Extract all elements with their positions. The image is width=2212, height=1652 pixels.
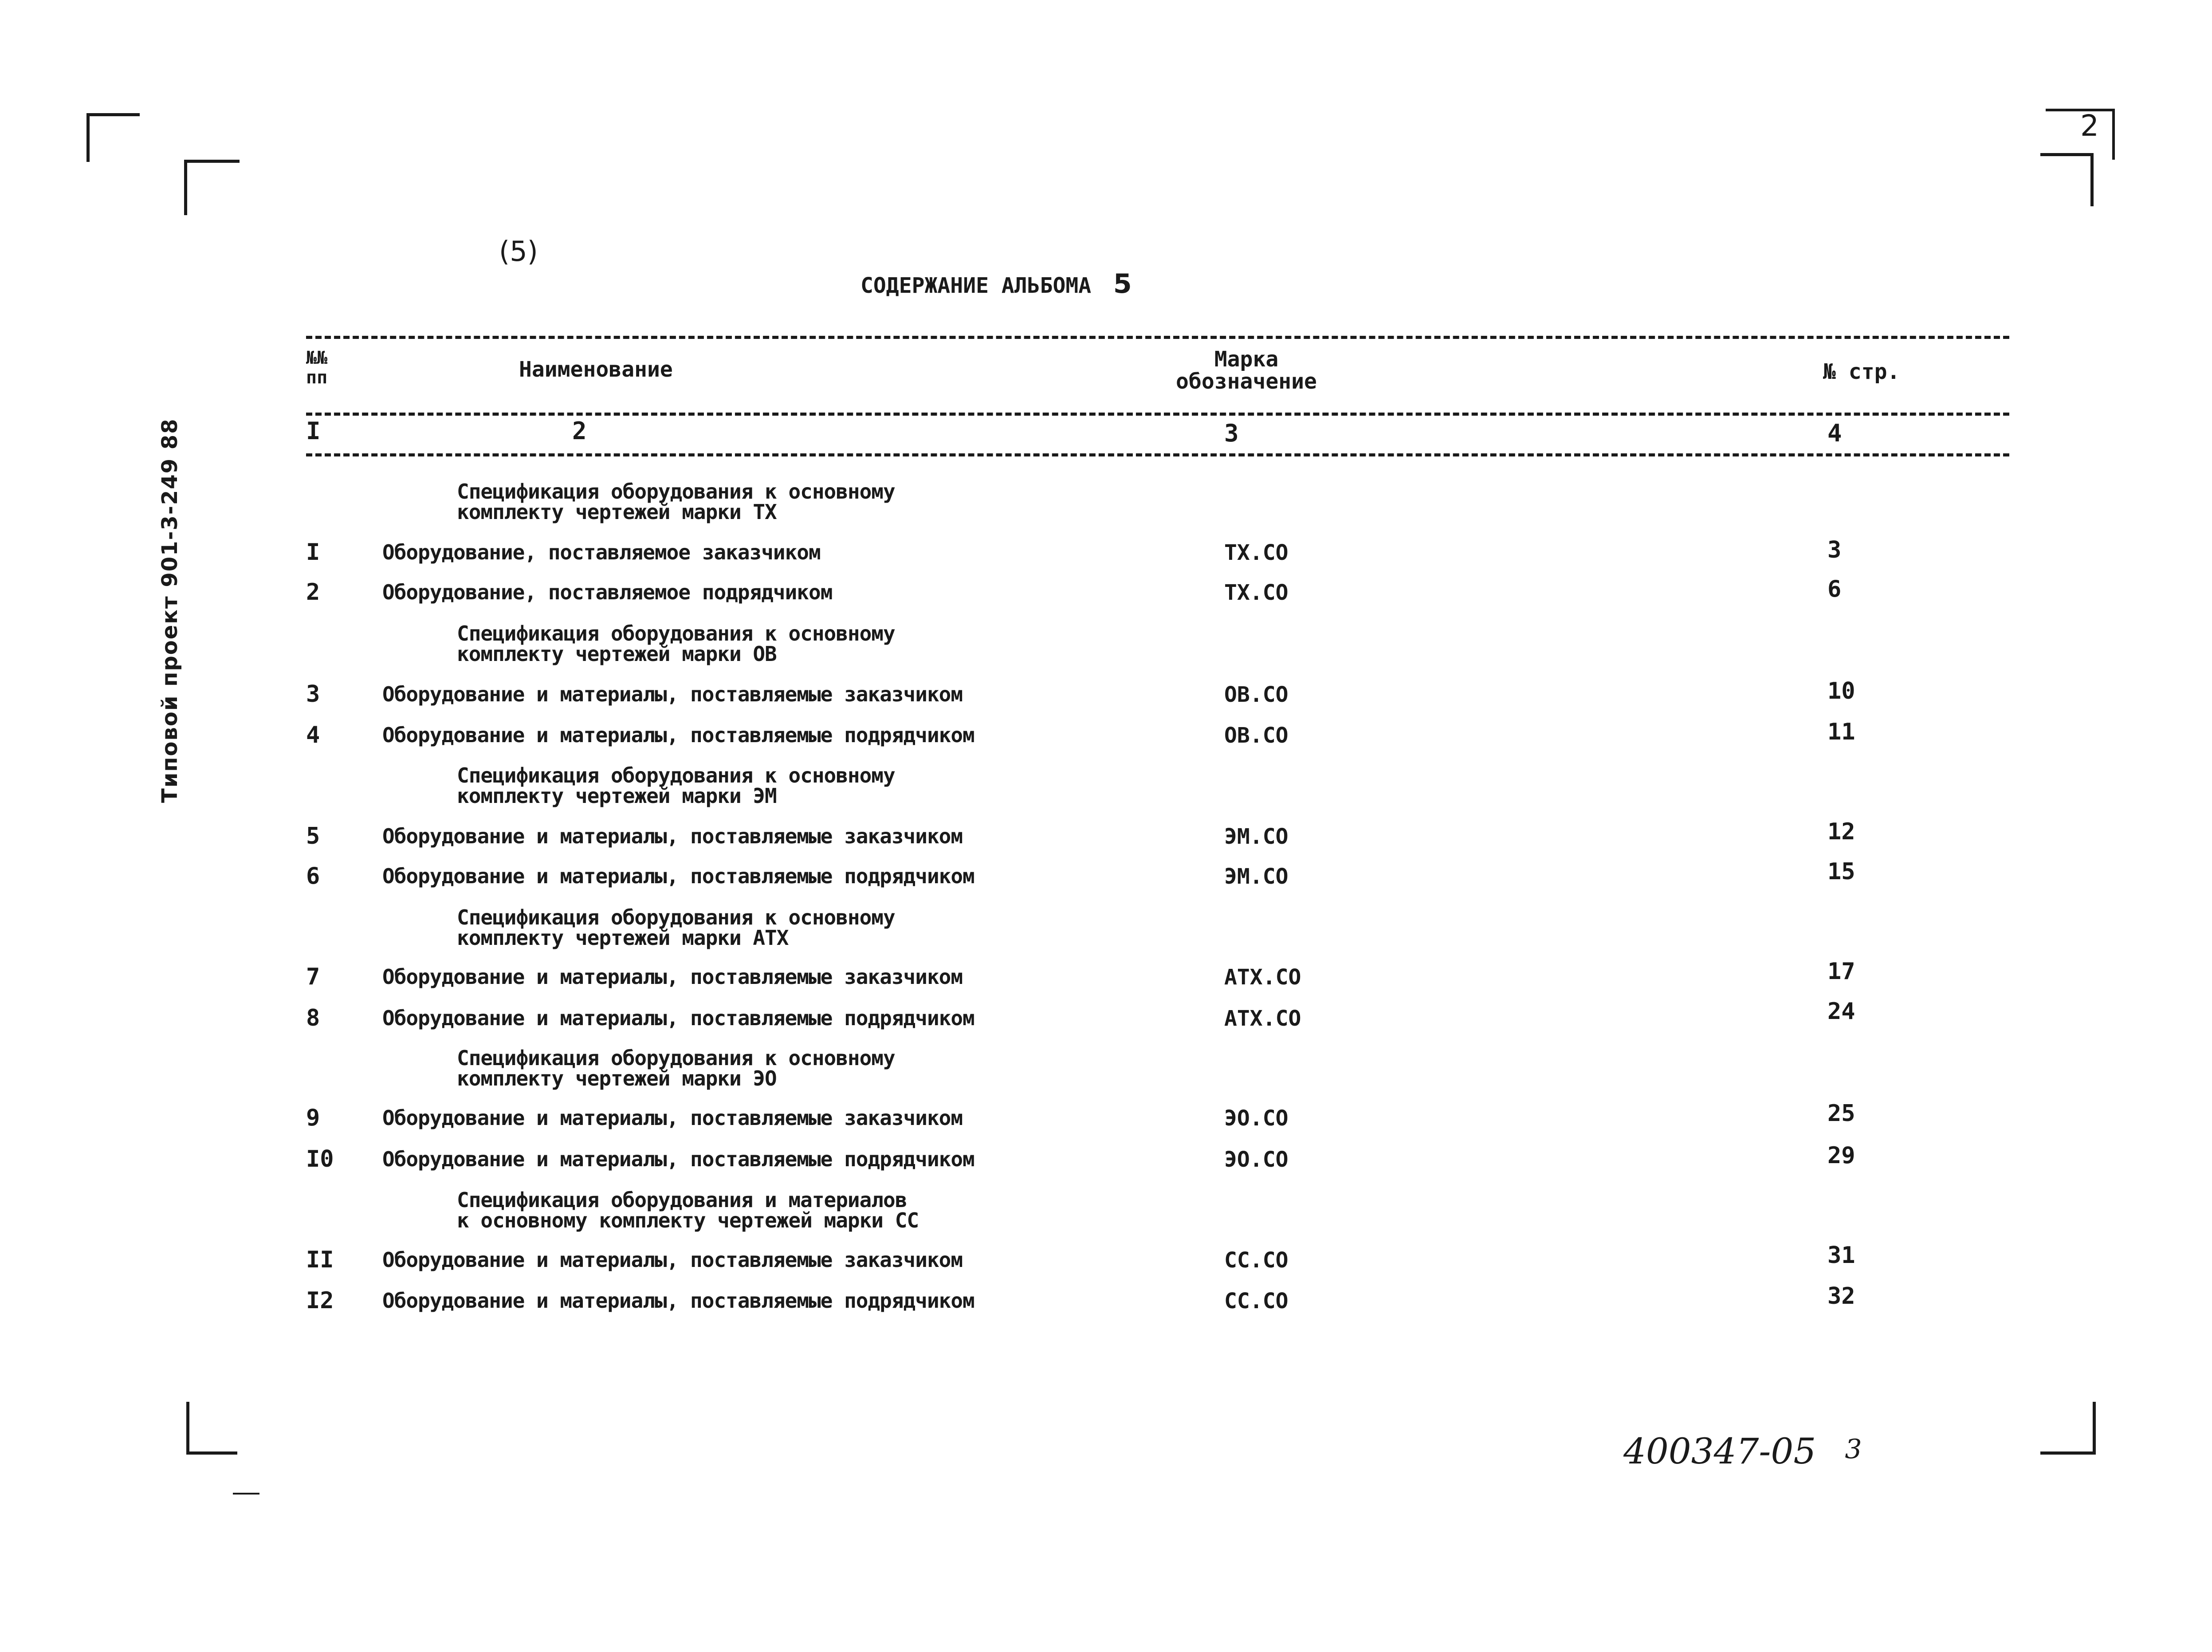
row-page: 3 (1827, 537, 1842, 563)
row-page: 6 (1827, 576, 1842, 602)
corner-mark-top-left-inner-h (184, 160, 240, 163)
row-page: 11 (1827, 719, 1855, 745)
row-num: 3 (306, 681, 320, 708)
row-name: Оборудование и материалы, поставляемые заказчиком (382, 824, 963, 848)
row-num: 8 (306, 1005, 320, 1031)
row-name: Оборудование и материалы, поставляемые подрядчиком (382, 1147, 974, 1171)
album-ref: (5) (499, 235, 538, 267)
section-title-line: к основному комплекту чертежей марки СС (457, 1208, 919, 1232)
row-page: 10 (1827, 678, 1855, 704)
section-title-line: Спецификация оборудования и материалов (457, 1188, 907, 1212)
column-number-3: 3 (1224, 419, 1239, 447)
corner-mark-top-right-h (2040, 153, 2094, 156)
section-title (457, 623, 895, 664)
section-title-line: комплекту чертежей марки ОВ (457, 642, 777, 666)
section-title-line: Спецификация оборудования к основному (457, 763, 895, 787)
row-num: 4 (306, 722, 320, 748)
section-title-line: Спецификация оборудования к основному (457, 1046, 895, 1070)
corner-mark-bottom-left-v (186, 1402, 189, 1455)
row-name: Оборудование и материалы, поставляемые заказчиком (382, 1106, 963, 1130)
section-title (457, 765, 895, 806)
row-num: 6 (306, 863, 320, 889)
row-name: Оборудование и материалы, поставляемые подрядчиком (382, 864, 974, 888)
page-title (860, 268, 1132, 299)
row-name: Оборудование, поставляемое заказчиком (382, 540, 821, 564)
row-page: 32 (1827, 1283, 1855, 1310)
row-mark: СС.СО (1224, 1289, 1289, 1314)
row-mark: АТХ.СО (1224, 1006, 1301, 1031)
row-name: Оборудование и материалы, поставляемые подрядчиком (382, 1289, 974, 1313)
corner-mark-bottom-left-h (186, 1451, 237, 1455)
row-name: Оборудование и материалы, поставляемые подрядчиком (382, 723, 974, 747)
row-num: 2 (306, 579, 320, 606)
row-name: Оборудование и материалы, поставляемые заказчиком (382, 682, 963, 706)
footer-code: 400347-05 (1623, 1431, 1816, 1472)
section-title-line: комплекту чертежей марки АТХ (457, 926, 789, 950)
row-mark: ЭМ.СО (1224, 864, 1289, 889)
section-title-line: Спецификация оборудования к основному (457, 621, 895, 645)
row-page: 12 (1827, 818, 1855, 845)
row-name: Оборудование, поставляемое подрядчиком (382, 580, 833, 604)
row-page: 29 (1827, 1142, 1855, 1169)
section-title (457, 1048, 895, 1089)
row-num: 7 (306, 964, 320, 990)
section-title-line: Спецификация оборудования к основному (457, 905, 895, 929)
row-num: 9 (306, 1105, 320, 1131)
row-num: I0 (306, 1146, 334, 1172)
row-mark: АТХ.СО (1224, 965, 1301, 990)
section-title-line: комплекту чертежей марки ЭО (457, 1066, 777, 1090)
table-rule-columns (306, 453, 2009, 456)
row-name: Оборудование и материалы, поставляемые заказчиком (382, 965, 963, 989)
row-mark: ТХ.СО (1224, 580, 1289, 605)
header-num: №№ пп (306, 348, 328, 388)
corner-mark-bottom-right-v (2093, 1402, 2096, 1455)
section-title (457, 481, 895, 522)
corner-mark-top-left-outer-v (86, 113, 90, 162)
row-num: I (306, 539, 320, 566)
row-mark: ОВ.СО (1224, 682, 1289, 707)
header-page: № стр. (1823, 359, 1900, 384)
section-title-line: комплекту чертежей марки ТХ (457, 500, 777, 524)
row-mark: СС.СО (1224, 1248, 1289, 1273)
stray-line-bottom (233, 1493, 259, 1495)
corner-mark-top-left-inner-v (184, 160, 187, 215)
column-number-4: 4 (1827, 419, 1842, 447)
row-page: 31 (1827, 1242, 1855, 1269)
row-page: 15 (1827, 858, 1855, 885)
sheet-number-frame-v (2112, 109, 2115, 160)
row-name: Оборудование и материалы, поставляемые подрядчиком (382, 1006, 974, 1030)
row-mark: ОВ.СО (1224, 723, 1289, 748)
section-title (457, 1190, 919, 1231)
footer-page: 3 (1845, 1434, 1862, 1465)
corner-mark-top-left-outer-h (86, 113, 140, 116)
row-mark: ЭО.СО (1224, 1106, 1289, 1131)
page-title-number: 5 (1113, 268, 1132, 299)
table-rule-top (306, 336, 2009, 339)
row-num: 5 (306, 823, 320, 850)
row-page: 25 (1827, 1100, 1855, 1127)
row-num: II (306, 1247, 334, 1273)
row-num: I2 (306, 1287, 334, 1314)
corner-mark-bottom-right-h (2040, 1451, 2096, 1455)
header-mark: Марка обозначение (1176, 347, 1317, 394)
row-name: Оборудование и материалы, поставляемые заказчиком (382, 1248, 963, 1272)
corner-mark-top-right-v (2090, 153, 2094, 206)
footer-inventory-code (1623, 1431, 1862, 1472)
row-mark: ТХ.СО (1224, 540, 1289, 565)
section-title-line: Спецификация оборудования к основному (457, 480, 895, 503)
table-rule-header (306, 413, 2009, 416)
section-title (457, 907, 895, 948)
row-mark: ЭО.СО (1224, 1147, 1289, 1172)
row-page: 17 (1827, 958, 1855, 985)
column-number-2: 2 (572, 417, 587, 445)
project-side-label: Типовой проект 901-3-249 88 (157, 418, 182, 803)
column-number-1: I (306, 417, 321, 445)
row-page: 24 (1827, 998, 1855, 1025)
sheet-number: 2 (2080, 109, 2099, 143)
row-mark: ЭМ.СО (1224, 824, 1289, 849)
page-title-text: СОДЕРЖАНИЕ АЛЬБОМА (860, 273, 1092, 298)
header-name: Наименование (519, 357, 673, 382)
section-title-line: комплекту чертежей марки ЭМ (457, 784, 777, 808)
